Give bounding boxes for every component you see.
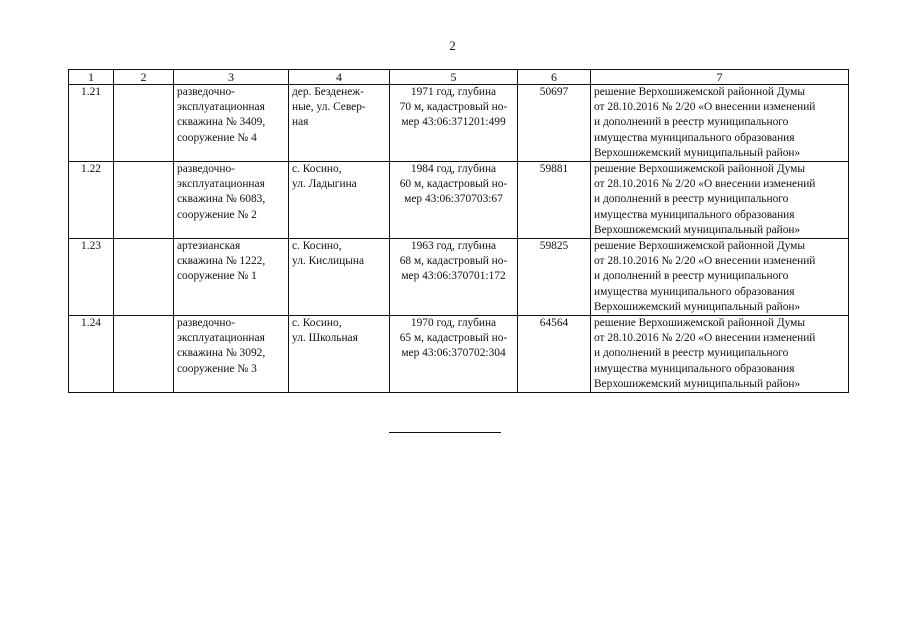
object-value: 50697 xyxy=(518,85,591,162)
registration-basis-line: решение Верхошижемской районной Думы xyxy=(594,86,806,98)
registration-basis-line: имущества муниципального образования xyxy=(594,362,795,375)
col2-cell xyxy=(114,239,174,316)
object-value: 64564 xyxy=(518,316,591,393)
object-details xyxy=(390,85,518,162)
header-col-4: 4 xyxy=(289,70,390,85)
registration-basis-line: имущества муниципального образования xyxy=(594,208,795,221)
object-details-line: 65 м, кадастровый но- xyxy=(399,332,508,345)
col2-cell xyxy=(114,316,174,393)
table-row xyxy=(69,85,849,162)
object-details-line: 1971 год, глубина xyxy=(410,86,497,98)
page-number: 2 xyxy=(449,38,456,53)
row-number: 1.24 xyxy=(69,316,114,393)
header-col-2: 2 xyxy=(114,70,174,85)
registration-basis-line: и дополнений в реестр муниципального xyxy=(594,270,789,283)
object-address xyxy=(289,316,390,393)
registration-basis-line: решение Верхошижемской районной Думы xyxy=(594,240,806,253)
object-details-line: 70 м, кадастровый но- xyxy=(399,101,508,114)
object-details-line: 68 м, кадастровый но- xyxy=(399,255,508,268)
header-col-1: 1 xyxy=(69,70,114,85)
object-details xyxy=(390,316,518,393)
object-name-line: эксплуатационная xyxy=(177,101,265,114)
object-address xyxy=(289,239,390,316)
object-name-line: эксплуатационная xyxy=(177,178,265,191)
object-name-line: сооружение № 1 xyxy=(177,270,257,283)
object-address-line: ул. Школьная xyxy=(292,332,358,345)
header-col-3: 3 xyxy=(174,70,289,85)
object-name-line: разведочно- xyxy=(177,86,235,98)
registration-basis-line: от 28.10.2016 № 2/20 «О внесении изменений xyxy=(594,255,816,268)
registry-table xyxy=(68,69,849,393)
object-value: 59881 xyxy=(518,162,591,239)
object-address-line: дер. Безденеж- xyxy=(292,86,364,98)
object-value: 59825 xyxy=(518,239,591,316)
object-details-line: 1970 год, глубина xyxy=(410,317,497,330)
registration-basis-line: Верхошижемский муниципальный район» xyxy=(594,300,801,313)
table-row xyxy=(69,239,849,316)
registration-basis-line: Верхошижемский муниципальный район» xyxy=(594,377,801,390)
registration-basis-line: и дополнений в реестр муниципального xyxy=(594,193,789,206)
object-address xyxy=(289,162,390,239)
object-name xyxy=(174,162,289,239)
object-details-line: мер 43:06:370702:304 xyxy=(401,347,506,360)
registration-basis-line: решение Верхошижемской районной Думы xyxy=(594,163,806,176)
registration-basis-line: Верхошижемский муниципальный район» xyxy=(594,146,801,159)
registration-basis-line: и дополнений в реестр муниципального xyxy=(594,347,789,360)
row-number: 1.22 xyxy=(69,162,114,239)
object-name-line: сооружение № 4 xyxy=(177,131,257,144)
object-name-line: скважина № 3092, xyxy=(177,347,266,360)
object-details-line: мер 43:06:370701:172 xyxy=(401,270,506,283)
object-details xyxy=(390,239,518,316)
registration-basis-line: и дополнений в реестр муниципального xyxy=(594,116,789,129)
object-address-line: ул. Кислицына xyxy=(292,255,365,268)
object-name-line: разведочно- xyxy=(177,317,235,330)
object-details-line: 60 м, кадастровый но- xyxy=(399,178,508,191)
registration-basis xyxy=(591,85,849,162)
col2-cell xyxy=(114,85,174,162)
table-row xyxy=(69,316,849,393)
table-row xyxy=(69,162,849,239)
object-name xyxy=(174,239,289,316)
registration-basis-line: от 28.10.2016 № 2/20 «О внесении изменений xyxy=(594,178,816,191)
header-col-7: 7 xyxy=(591,70,849,85)
registration-basis xyxy=(591,239,849,316)
object-details-line: 1963 год, глубина xyxy=(410,240,497,253)
registration-basis-line: от 28.10.2016 № 2/20 «О внесении изменений xyxy=(594,101,816,114)
object-address-line: с. Косино, xyxy=(292,163,342,176)
registration-basis-line: от 28.10.2016 № 2/20 «О внесении изменений xyxy=(594,332,816,345)
col2-cell xyxy=(114,162,174,239)
object-name-line: сооружение № 3 xyxy=(177,362,257,375)
object-name-line: сооружение № 2 xyxy=(177,208,257,221)
object-address-line: ул. Ладыгина xyxy=(292,178,357,191)
object-name-line: скважина № 3409, xyxy=(177,116,266,129)
object-address-line: ная xyxy=(292,116,309,129)
object-name-line: скважина № 6083, xyxy=(177,193,266,206)
header-row xyxy=(69,70,849,85)
object-details-line: мер 43:06:370703:67 xyxy=(404,193,503,206)
registration-basis xyxy=(591,316,849,393)
object-details-line: 1984 год, глубина xyxy=(410,163,497,176)
object-name-line: артезианская xyxy=(177,240,241,253)
end-rule xyxy=(389,432,501,433)
header-col-6: 6 xyxy=(518,70,591,85)
object-name xyxy=(174,316,289,393)
object-details xyxy=(390,162,518,239)
object-address-line: ные, ул. Север- xyxy=(292,101,366,114)
object-address-line: с. Косино, xyxy=(292,240,342,253)
object-address xyxy=(289,85,390,162)
object-details-line: мер 43:06:371201:499 xyxy=(401,116,506,129)
object-name-line: разведочно- xyxy=(177,163,235,176)
row-number: 1.21 xyxy=(69,85,114,162)
object-name-line: эксплуатационная xyxy=(177,332,265,345)
object-name-line: скважина № 1222, xyxy=(177,255,266,268)
object-address-line: с. Косино, xyxy=(292,317,342,330)
row-number: 1.23 xyxy=(69,239,114,316)
registration-basis xyxy=(591,162,849,239)
registration-basis-line: имущества муниципального образования xyxy=(594,131,795,144)
header-col-5: 5 xyxy=(390,70,518,85)
registration-basis-line: Верхошижемский муниципальный район» xyxy=(594,223,801,236)
object-name xyxy=(174,85,289,162)
registration-basis-line: решение Верхошижемской районной Думы xyxy=(594,317,806,330)
registration-basis-line: имущества муниципального образования xyxy=(594,285,795,298)
